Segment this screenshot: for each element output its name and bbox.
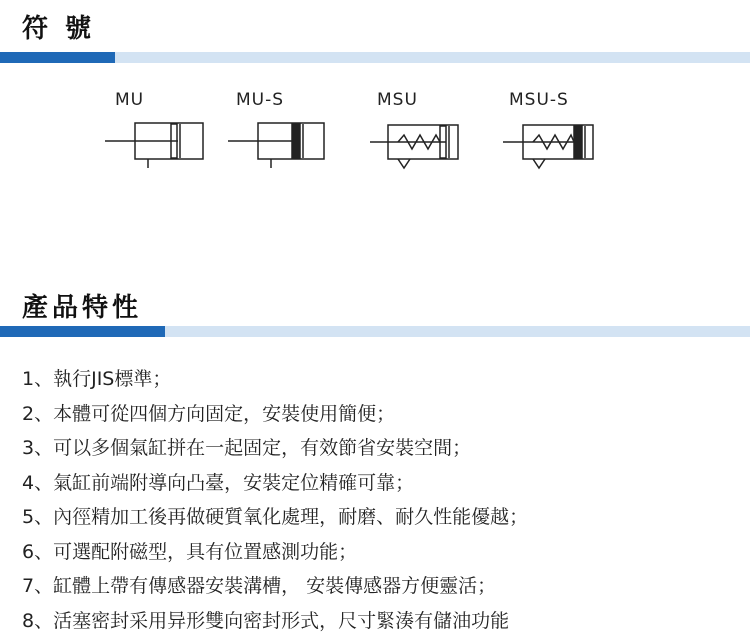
feature-item: 1、執行JIS標準； — [22, 368, 172, 390]
symbol-label-msu: MSU — [377, 90, 418, 110]
symbols-drawing — [0, 90, 750, 180]
cylinder-symbols — [0, 90, 750, 180]
symbols-title-bar — [0, 52, 750, 63]
features-list — [22, 362, 528, 638]
feature-item: 3、可以多個氣缸拼在一起固定，有效節省安裝空間； — [22, 437, 472, 459]
spring-return-cylinder-with-switch-symbol — [503, 125, 593, 168]
features-title-bar — [0, 326, 750, 337]
feature-item: 2、本體可從四個方向固定，安裝使用簡便； — [22, 402, 396, 425]
single-acting-cylinder-symbol — [105, 123, 203, 168]
feature-item: 7、缸體上帶有傳感器安裝溝槽， 安裝傳感器方便靈活； — [22, 575, 497, 597]
single-acting-cylinder-with-switch-symbol — [228, 123, 324, 168]
feature-item: 6、可選配附磁型，具有位置感測功能； — [22, 540, 358, 563]
symbol-label-msu-s: MSU-S — [509, 90, 569, 110]
symbols-section-title: 符 號 — [22, 14, 96, 44]
feature-item: 5、內徑精加工後再做硬質氧化處理，耐磨、耐久性能優越； — [22, 506, 529, 528]
features-section-title: 產品特性 — [22, 293, 143, 323]
spring-return-cylinder-symbol — [370, 125, 458, 168]
symbol-label-mu: MU — [115, 90, 145, 110]
feature-item: 8、活塞密封采用异形雙向密封形式，尺寸緊湊有儲油功能 — [22, 609, 510, 632]
symbol-label-mu-s: MU-S — [236, 90, 285, 110]
feature-item: 4、氣缸前端附導向凸臺，安裝定位精確可靠； — [22, 471, 415, 494]
